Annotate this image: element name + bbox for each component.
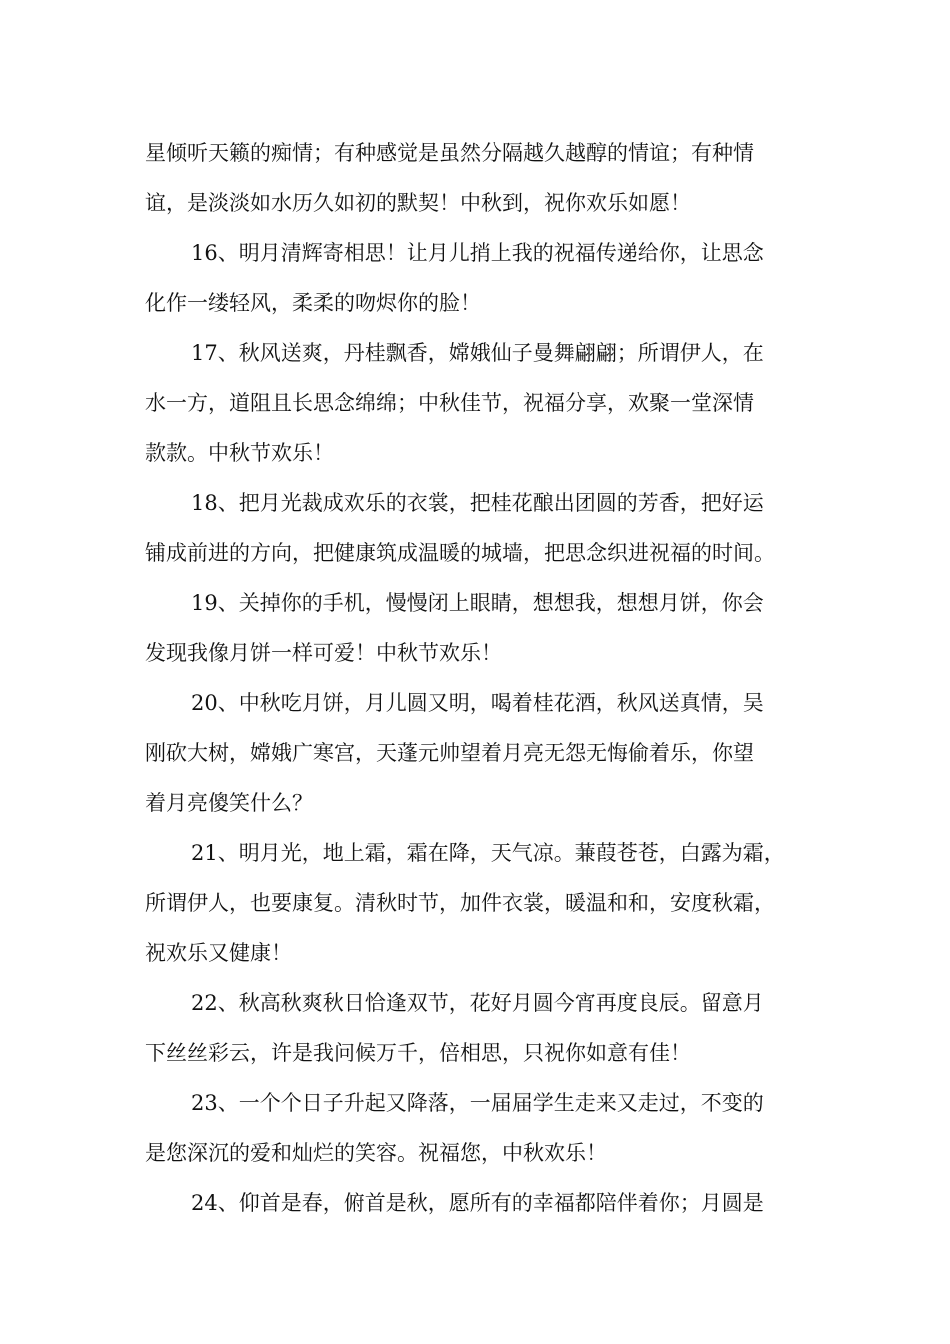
text-line: 款款。中秋节欢乐！ xyxy=(145,441,334,465)
text-line: 水一方，道阻且长思念绵绵；中秋佳节，祝福分享，欢聚一堂深情 xyxy=(145,391,754,415)
paragraph-start-line: 21、明月光，地上霜，霜在降，天气凉。蒹葭苍苍，白露为霜， xyxy=(191,841,785,865)
text-line: 是您深沉的爱和灿烂的笑容。祝福您，中秋欢乐！ xyxy=(145,1141,607,1165)
text-line: 铺成前进的方向，把健康筑成温暖的城墙，把思念织进祝福的时间。 xyxy=(145,541,775,565)
text-line: 下丝丝彩云，许是我问候万千，倍相思，只祝你如意有佳！ xyxy=(145,1041,691,1065)
paragraph-start-line: 18、把月光裁成欢乐的衣裳，把桂花酿出团圆的芳香，把好运 xyxy=(191,491,764,515)
text-line: 发现我像月饼一样可爱！中秋节欢乐！ xyxy=(145,641,502,665)
text-line: 星倾听天籁的痴情；有种感觉是虽然分隔越久越醇的情谊；有种情 xyxy=(145,141,754,165)
text-line: 祝欢乐又健康！ xyxy=(145,941,292,965)
paragraph-start-line: 16、明月清辉寄相思！让月儿捎上我的祝福传递给你，让思念 xyxy=(191,241,764,265)
text-line: 化作一缕轻风，柔柔的吻烬你的脸！ xyxy=(145,291,481,315)
text-line: 着月亮傻笑什么？ xyxy=(145,791,313,815)
paragraph-start-line: 24、仰首是春，俯首是秋，愿所有的幸福都陪伴着你；月圆是 xyxy=(191,1191,764,1215)
paragraph-start-line: 19、关掉你的手机，慢慢闭上眼睛，想想我，想想月饼，你会 xyxy=(191,591,764,615)
document-body xyxy=(145,128,810,1228)
text-line: 谊，是淡淡如水历久如初的默契！中秋到，祝你欢乐如愿！ xyxy=(145,191,691,215)
paragraph-start-line: 20、中秋吃月饼，月儿圆又明，喝着桂花酒，秋风送真情，吴 xyxy=(191,691,764,715)
text-line: 刚砍大树，嫦娥广寒宫，天蓬元帅望着月亮无怨无悔偷着乐，你望 xyxy=(145,741,754,765)
paragraph-start-line: 23、一个个日子升起又降落，一届届学生走来又走过，不变的 xyxy=(191,1091,764,1115)
paragraph-start-line: 17、秋风送爽，丹桂飘香，嫦娥仙子曼舞翩翩；所谓伊人，在 xyxy=(191,341,764,365)
text-line: 所谓伊人，也要康复。清秋时节，加件衣裳，暖温和和，安度秋霜， xyxy=(145,891,775,915)
paragraph-start-line: 22、秋高秋爽秋日恰逢双节，花好月圆今宵再度良辰。留意月 xyxy=(191,991,764,1015)
